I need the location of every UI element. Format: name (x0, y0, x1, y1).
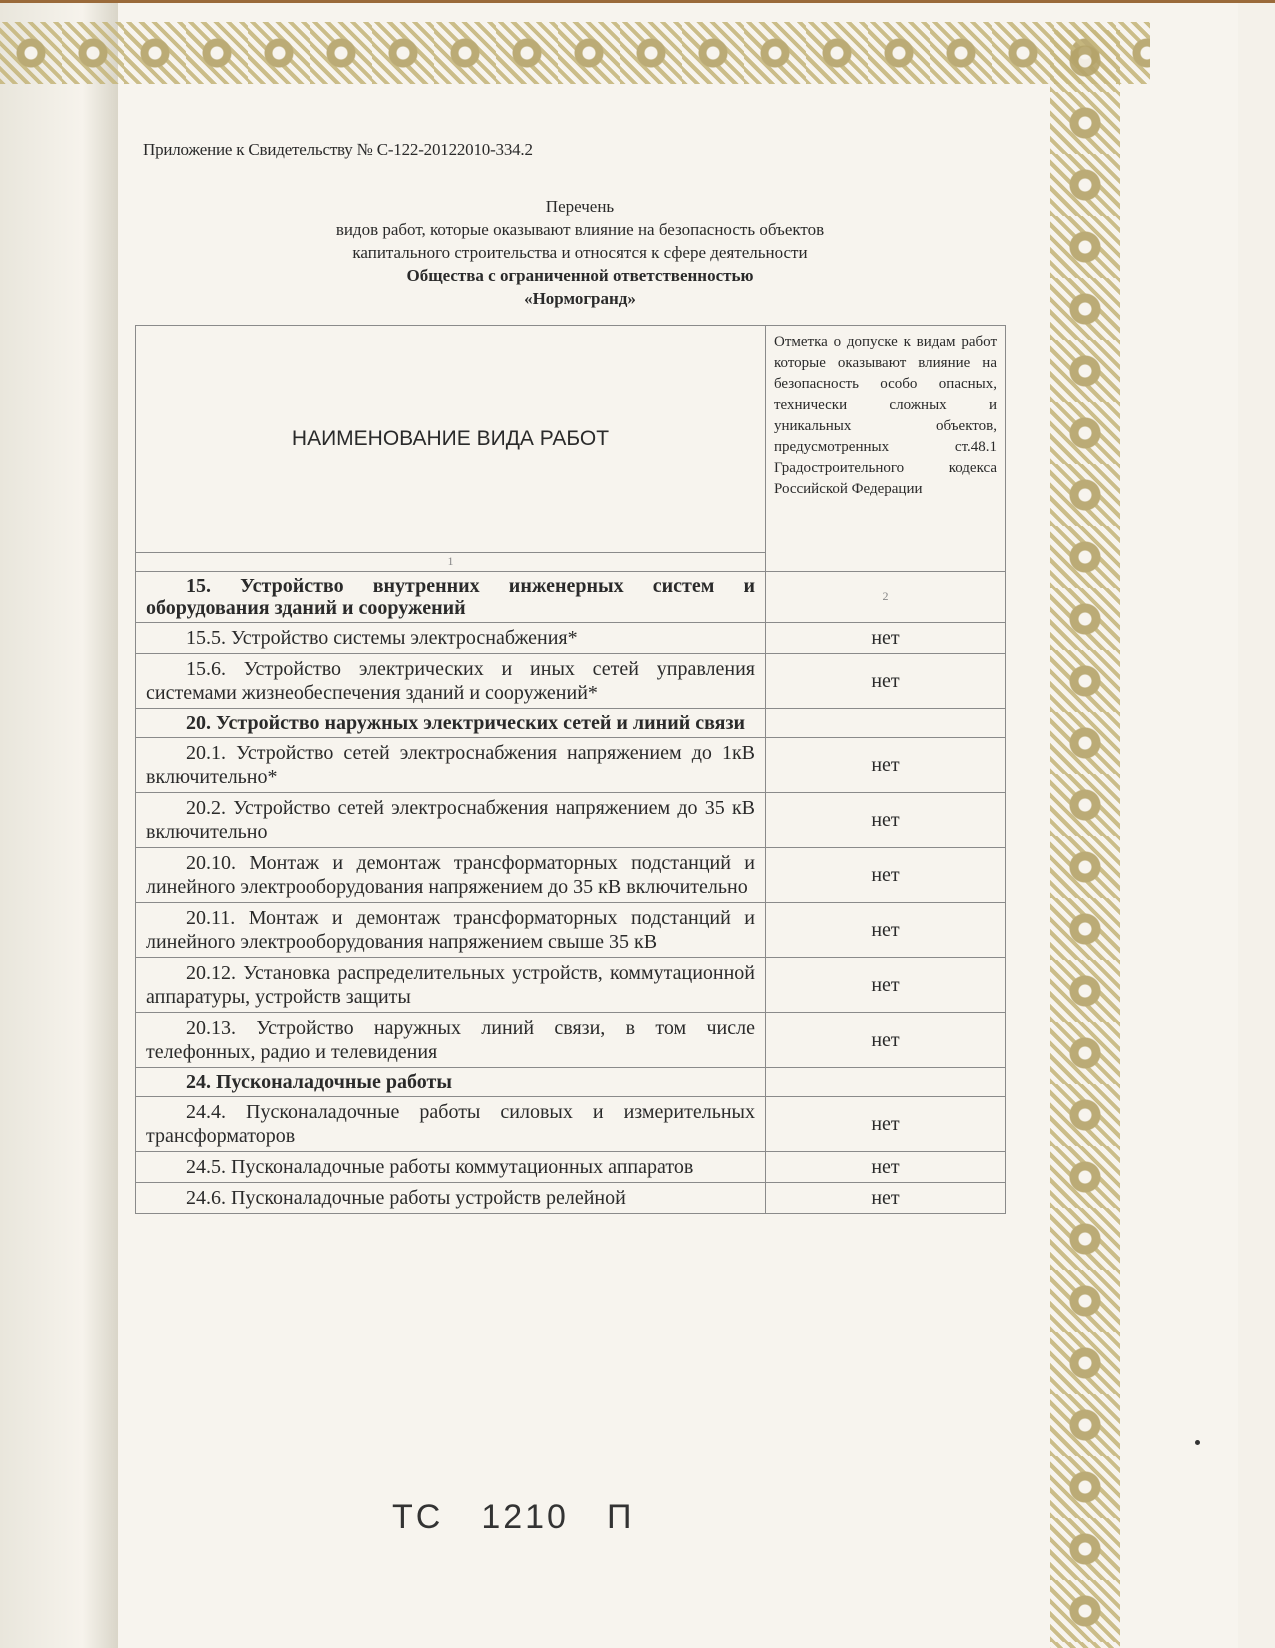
top-edge-line (0, 0, 1275, 3)
table-row (136, 958, 1006, 1013)
work-item: 20.1. Устройство сетей электроснабжения напряжением до 1кВ включительно* (136, 738, 766, 793)
table-row (136, 654, 1006, 709)
table-row (136, 738, 1006, 793)
stamp-letter: П (606, 1498, 635, 1536)
admission-mark: нет (766, 793, 1006, 848)
col1-number: 1 (136, 553, 766, 572)
table-row (136, 848, 1006, 903)
admission-mark: нет (766, 1152, 1006, 1183)
section-title: 20. Устройство наружных электрических сетей и линий связи (136, 709, 766, 738)
appendix-reference: Приложение к Свидетельству № С-122-20122010-334.2 (143, 140, 533, 159)
work-item: 24.5. Пусконаладочные работы коммутационных аппаратов (136, 1152, 766, 1183)
table-row (136, 1097, 1006, 1152)
table-header-row (136, 326, 1006, 553)
works-table (135, 325, 1006, 1214)
admission-mark: нет (766, 654, 1006, 709)
work-item: 20.11. Монтаж и демонтаж трансформаторных подстанций и линейного электрооборудования напряжением свыше 35 кВ (136, 903, 766, 958)
work-item: 24.6. Пусконаладочные работы устройств релейной (136, 1183, 766, 1214)
heading-line-3: капитального строительства и относятся к сфере деятельности (352, 243, 808, 262)
table-row (136, 623, 1006, 654)
left-page-edge (0, 0, 118, 1648)
margin-dot (1195, 1440, 1200, 1445)
work-item: 20.10. Монтаж и демонтаж трансформаторных подстанций и линейного электрооборудования напряжением до 35 кВ включительно (136, 848, 766, 903)
document-heading (290, 195, 870, 310)
admission-mark: нет (766, 738, 1006, 793)
stamp-series: ТС (392, 1498, 444, 1536)
work-item: 20.13. Устройство наружных линий связи, в том числе телефонных, радио и телевидения (136, 1013, 766, 1068)
work-item: 24.4. Пусконаладочные работы силовых и измерительных трансформаторов (136, 1097, 766, 1152)
table-row (136, 1013, 1006, 1068)
admission-mark: нет (766, 623, 1006, 654)
heading-line-5: «Нормогранд» (524, 289, 636, 308)
admission-mark (766, 709, 1006, 738)
table-row (136, 793, 1006, 848)
heading-line-4: Общества с ограниченной ответственностью (406, 266, 754, 285)
section-title: 15. Устройство внутренних инженерных систем и оборудования зданий и сооружений (136, 572, 766, 623)
heading-line-2: видов работ, которые оказывают влияние на безопасность объектов (335, 220, 825, 239)
work-item: 20.12. Установка распределительных устройств, коммутационной аппаратуры, устройств защиты (136, 958, 766, 1013)
table-row (136, 709, 1006, 738)
admission-mark: нет (766, 1013, 1006, 1068)
work-item: 15.5. Устройство системы электроснабжения* (136, 623, 766, 654)
ornamental-border-top (0, 22, 1150, 84)
admission-mark (766, 572, 1006, 623)
work-item: 15.6. Устройство электрических и иных сетей управления системами жизнеобеспечения зданий и сооружений* (136, 654, 766, 709)
admission-mark: нет (766, 903, 1006, 958)
table-row (136, 903, 1006, 958)
form-stamp (392, 1498, 672, 1537)
admission-mark: нет (766, 848, 1006, 903)
table-row (136, 1152, 1006, 1183)
table-row (136, 1068, 1006, 1097)
stamp-number: 1210 (481, 1498, 569, 1536)
col1-header: НАИМЕНОВАНИЕ ВИДА РАБОТ (136, 326, 766, 553)
ornamental-border-right (1050, 30, 1120, 1648)
admission-mark: нет (766, 958, 1006, 1013)
col2-number: 2 (882, 589, 889, 603)
section-title: 24. Пусконаладочные работы (136, 1068, 766, 1097)
admission-mark (766, 1068, 1006, 1097)
admission-mark: нет (766, 1097, 1006, 1152)
table-row (136, 572, 1006, 623)
col2-header: Отметка о допуске к видам работ которые оказывают влияние на безопасность особо опасных, технически сложных и уникальных объектов, предусмотренных ст.48.1 Градостроительного кодекса Российской Федерации (766, 326, 1006, 572)
table-row (136, 1183, 1006, 1214)
heading-line-1: Перечень (545, 197, 615, 216)
work-item: 20.2. Устройство сетей электроснабжения напряжением до 35 кВ включительно (136, 793, 766, 848)
admission-mark: нет (766, 1183, 1006, 1214)
